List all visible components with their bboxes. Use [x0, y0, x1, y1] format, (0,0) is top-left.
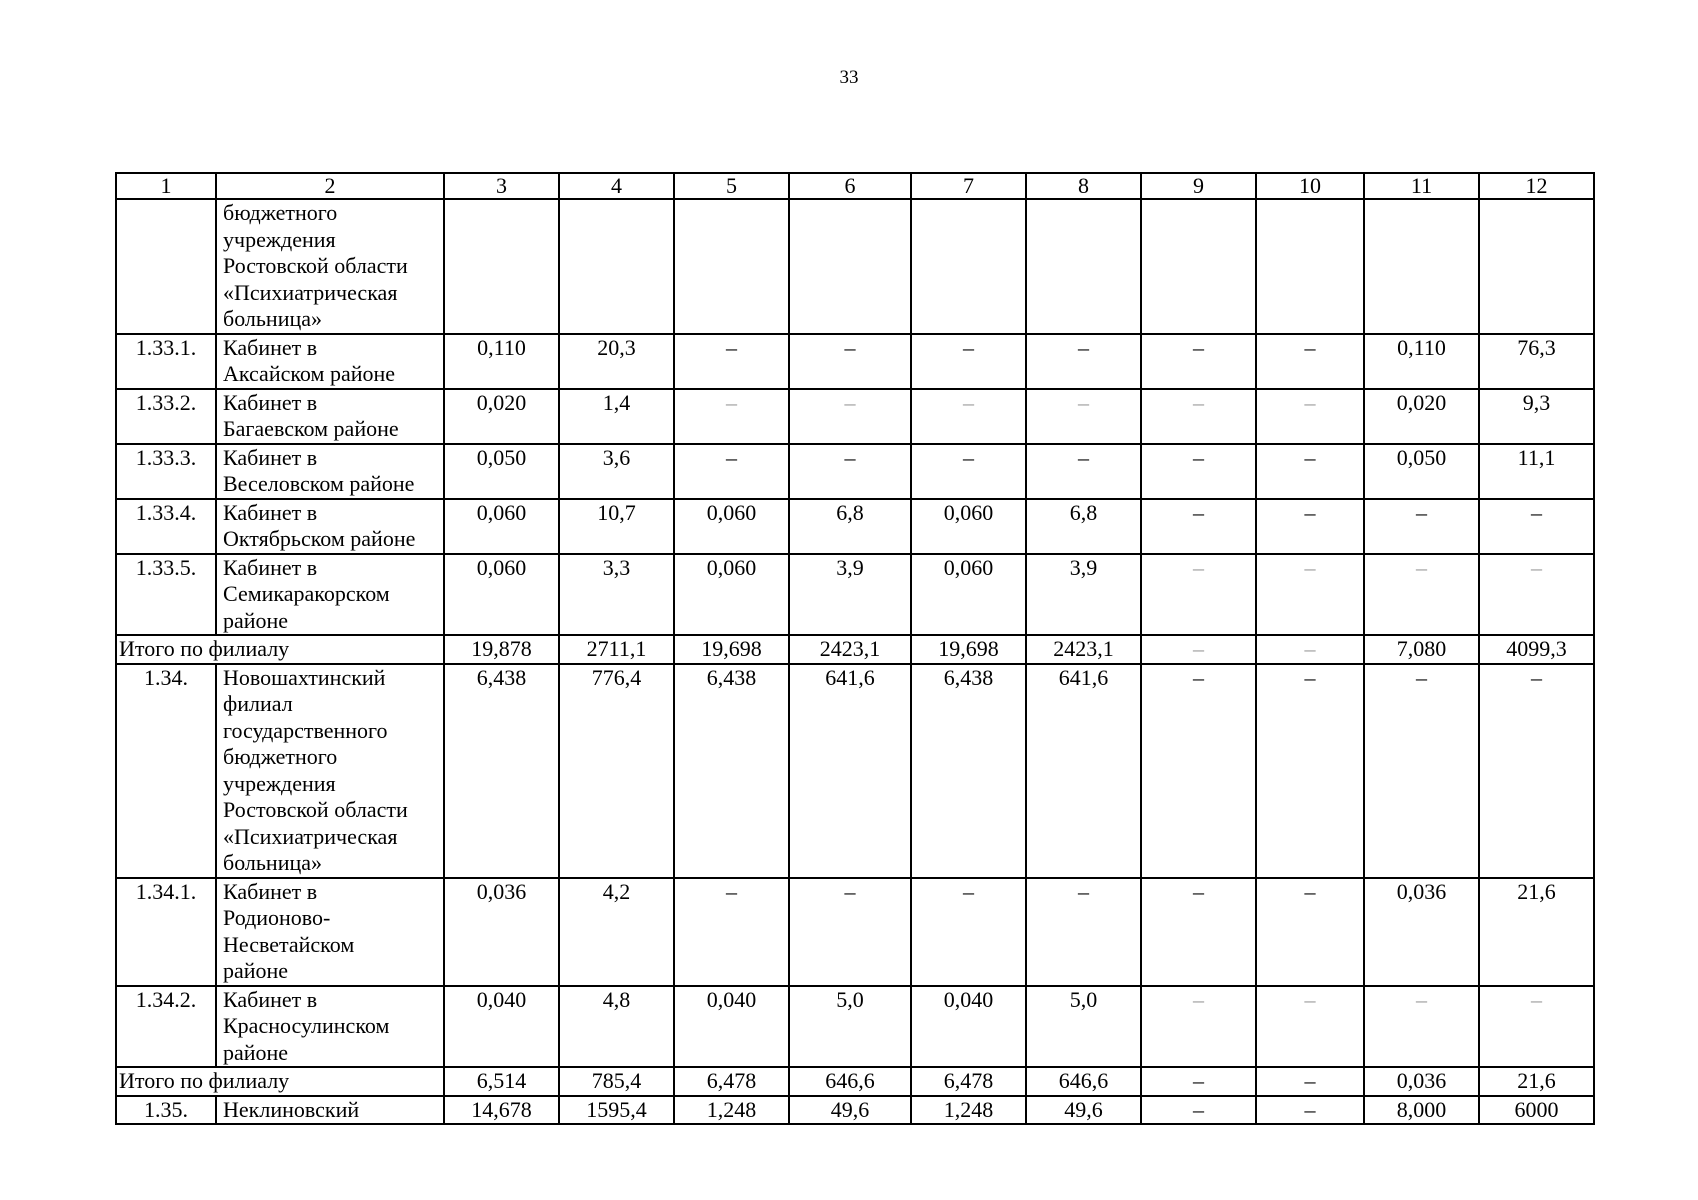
value-cell: 0,036: [1364, 1067, 1479, 1096]
value-cell: 6,478: [674, 1067, 789, 1096]
value-cell: [1141, 199, 1256, 334]
value-cell: –: [1256, 334, 1364, 389]
value-cell: 5,0: [789, 986, 911, 1068]
value-cell: –: [911, 444, 1026, 499]
value-cell: 6,438: [444, 664, 559, 878]
row-name-line: Кабинет в: [223, 334, 318, 360]
value-cell: 4099,3: [1479, 635, 1594, 664]
row-number: 1.33.5.: [116, 554, 216, 636]
value-cell: –: [1256, 664, 1364, 878]
value-cell: [1364, 199, 1479, 334]
value-cell: –: [1026, 334, 1141, 389]
column-header: 12: [1479, 173, 1594, 199]
row-name-line: государственного: [223, 717, 388, 743]
value-cell: –: [789, 878, 911, 986]
row-number: 1.34.2.: [116, 986, 216, 1068]
value-cell: –: [911, 334, 1026, 389]
value-cell: –: [1364, 986, 1479, 1068]
row-name: [216, 199, 444, 334]
value-cell: 6000: [1479, 1096, 1594, 1125]
column-header: 5: [674, 173, 789, 199]
row-name-line: Октябрьском районе: [223, 526, 416, 551]
value-cell: –: [1256, 986, 1364, 1068]
value-cell: 1,248: [911, 1096, 1026, 1125]
value-cell: –: [1256, 499, 1364, 554]
value-cell: 11,1: [1479, 444, 1594, 499]
value-cell: 0,060: [444, 499, 559, 554]
row-name: [216, 389, 444, 444]
value-cell: –: [1479, 664, 1594, 878]
value-cell: 0,110: [1364, 334, 1479, 389]
value-cell: 0,110: [444, 334, 559, 389]
value-cell: 6,478: [911, 1067, 1026, 1096]
row-name-line: Кабинет в: [223, 554, 318, 580]
value-cell: 10,7: [559, 499, 674, 554]
value-cell: 0,040: [911, 986, 1026, 1068]
row-name-line: Веселовском районе: [223, 471, 415, 496]
value-cell: [1026, 199, 1141, 334]
value-cell: –: [1026, 878, 1141, 986]
table-row: [116, 664, 1594, 878]
value-cell: 49,6: [1026, 1096, 1141, 1125]
row-name: [216, 1096, 444, 1125]
value-cell: [444, 199, 559, 334]
row-number: 1.33.4.: [116, 499, 216, 554]
value-cell: –: [1141, 878, 1256, 986]
row-name-line: бюджетного: [223, 200, 338, 225]
row-name: [216, 878, 444, 986]
value-cell: 0,040: [444, 986, 559, 1068]
value-cell: 0,036: [444, 878, 559, 986]
row-number: 1.33.2.: [116, 389, 216, 444]
row-name-line: Кабинет в: [223, 499, 318, 525]
value-cell: –: [1256, 444, 1364, 499]
value-cell: 0,020: [444, 389, 559, 444]
value-cell: 641,6: [1026, 664, 1141, 878]
row-name-line: Новошахтинский: [223, 664, 386, 690]
value-cell: 20,3: [559, 334, 674, 389]
row-name-line: Несветайском: [223, 931, 355, 957]
value-cell: 21,6: [1479, 1067, 1594, 1096]
value-cell: [1479, 199, 1594, 334]
value-cell: –: [674, 878, 789, 986]
column-header: 11: [1364, 173, 1479, 199]
value-cell: –: [1141, 444, 1256, 499]
value-cell: 6,438: [911, 664, 1026, 878]
value-cell: –: [1141, 1067, 1256, 1096]
total-label: Итого по филиалу: [116, 1067, 444, 1096]
data-table: [115, 172, 1595, 1125]
row-number: 1.33.3.: [116, 444, 216, 499]
value-cell: 19,698: [674, 635, 789, 664]
table-row: [116, 878, 1594, 986]
row-name-line: Кабинет в: [223, 389, 318, 415]
table-row: [116, 1096, 1594, 1125]
value-cell: –: [911, 878, 1026, 986]
value-cell: –: [1479, 554, 1594, 636]
table-row: [116, 554, 1594, 636]
value-cell: –: [1256, 1096, 1364, 1125]
row-name-line: «Психиатрическая: [223, 279, 398, 305]
value-cell: –: [1026, 389, 1141, 444]
row-name-line: филиал: [223, 691, 293, 716]
value-cell: 0,040: [674, 986, 789, 1068]
value-cell: 3,6: [559, 444, 674, 499]
value-cell: 0,060: [674, 499, 789, 554]
value-cell: –: [1479, 986, 1594, 1068]
table-row: [116, 334, 1594, 389]
total-row: [116, 1067, 1594, 1096]
value-cell: –: [1256, 389, 1364, 444]
row-name-line: Неклиновский: [223, 1096, 360, 1122]
column-header: 8: [1026, 173, 1141, 199]
value-cell: 1,248: [674, 1096, 789, 1125]
table-row: [116, 199, 1594, 334]
value-cell: [559, 199, 674, 334]
value-cell: 6,8: [1026, 499, 1141, 554]
row-name-line: Багаевском районе: [223, 416, 399, 441]
column-header: 2: [216, 173, 444, 199]
value-cell: 2711,1: [559, 635, 674, 664]
column-header: 7: [911, 173, 1026, 199]
value-cell: –: [1141, 635, 1256, 664]
table-row: [116, 499, 1594, 554]
row-name-line: районе: [223, 607, 289, 633]
row-name-line: Красносулинском: [223, 1013, 390, 1038]
value-cell: 8,000: [1364, 1096, 1479, 1125]
value-cell: 0,036: [1364, 878, 1479, 986]
value-cell: –: [1141, 664, 1256, 878]
value-cell: 3,9: [1026, 554, 1141, 636]
row-name-line: районе: [223, 1039, 289, 1065]
value-cell: 6,514: [444, 1067, 559, 1096]
value-cell: 14,678: [444, 1096, 559, 1125]
row-name-line: Аксайском районе: [223, 361, 396, 386]
value-cell: 19,878: [444, 635, 559, 664]
table-row: [116, 444, 1594, 499]
row-name-line: Родионово-: [223, 905, 331, 930]
row-name-line: районе: [223, 958, 289, 983]
value-cell: 6,438: [674, 664, 789, 878]
value-cell: –: [1256, 1067, 1364, 1096]
row-name-line: больница»: [223, 306, 322, 331]
value-cell: 1595,4: [559, 1096, 674, 1125]
column-header: 10: [1256, 173, 1364, 199]
column-header: 1: [116, 173, 216, 199]
value-cell: 4,2: [559, 878, 674, 986]
value-cell: –: [674, 389, 789, 444]
value-cell: 6,8: [789, 499, 911, 554]
value-cell: 7,080: [1364, 635, 1479, 664]
value-cell: [1256, 199, 1364, 334]
value-cell: 785,4: [559, 1067, 674, 1096]
value-cell: 641,6: [789, 664, 911, 878]
row-name: [216, 986, 444, 1068]
value-cell: 3,3: [559, 554, 674, 636]
value-cell: –: [1364, 554, 1479, 636]
value-cell: –: [1141, 389, 1256, 444]
value-cell: –: [1026, 444, 1141, 499]
value-cell: –: [1141, 334, 1256, 389]
value-cell: 0,060: [444, 554, 559, 636]
value-cell: –: [789, 444, 911, 499]
row-name-line: «Психиатрическая: [223, 823, 398, 849]
value-cell: 5,0: [1026, 986, 1141, 1068]
value-cell: –: [1141, 986, 1256, 1068]
table-row: [116, 986, 1594, 1068]
value-cell: 0,020: [1364, 389, 1479, 444]
value-cell: [911, 199, 1026, 334]
row-name: [216, 444, 444, 499]
value-cell: 4,8: [559, 986, 674, 1068]
row-number: 1.33.1.: [116, 334, 216, 389]
row-name: [216, 499, 444, 554]
table-row: [116, 389, 1594, 444]
value-cell: –: [1364, 499, 1479, 554]
column-header: 4: [559, 173, 674, 199]
value-cell: –: [1141, 554, 1256, 636]
row-number: 1.34.: [116, 664, 216, 878]
value-cell: 0,060: [674, 554, 789, 636]
value-cell: 0,060: [911, 499, 1026, 554]
row-name-line: учреждения: [223, 226, 336, 252]
value-cell: –: [789, 389, 911, 444]
row-name-line: Кабинет в: [223, 878, 318, 904]
column-header: 3: [444, 173, 559, 199]
value-cell: 76,3: [1479, 334, 1594, 389]
value-cell: 2423,1: [789, 635, 911, 664]
row-name-line: Ростовской области: [223, 253, 408, 278]
value-cell: 49,6: [789, 1096, 911, 1125]
value-cell: 646,6: [789, 1067, 911, 1096]
page-number: 33: [839, 67, 859, 88]
row-name: [216, 554, 444, 636]
value-cell: 776,4: [559, 664, 674, 878]
row-name-line: больница»: [223, 850, 322, 875]
row-name-line: Кабинет в: [223, 986, 318, 1012]
value-cell: –: [911, 389, 1026, 444]
value-cell: 3,9: [789, 554, 911, 636]
value-cell: 1,4: [559, 389, 674, 444]
row-number: 1.35.: [116, 1096, 216, 1125]
value-cell: –: [1479, 499, 1594, 554]
value-cell: –: [674, 334, 789, 389]
row-name-line: Ростовской области: [223, 797, 408, 822]
row-name: [216, 664, 444, 878]
value-cell: –: [1141, 499, 1256, 554]
value-cell: [789, 199, 911, 334]
column-header: 9: [1141, 173, 1256, 199]
value-cell: 0,050: [444, 444, 559, 499]
column-header: 6: [789, 173, 911, 199]
row-name-line: учреждения: [223, 770, 336, 796]
row-name: [216, 334, 444, 389]
row-name-line: Семикаракорском: [223, 581, 390, 606]
value-cell: 646,6: [1026, 1067, 1141, 1096]
total-label: Итого по филиалу: [116, 635, 444, 664]
value-cell: –: [674, 444, 789, 499]
value-cell: –: [1141, 1096, 1256, 1125]
value-cell: 19,698: [911, 635, 1026, 664]
value-cell: –: [1256, 635, 1364, 664]
value-cell: –: [1256, 878, 1364, 986]
value-cell: [674, 199, 789, 334]
value-cell: 0,060: [911, 554, 1026, 636]
row-name-line: бюджетного: [223, 744, 338, 769]
value-cell: 9,3: [1479, 389, 1594, 444]
value-cell: –: [1256, 554, 1364, 636]
value-cell: 0,050: [1364, 444, 1479, 499]
table-header-row: [116, 173, 1594, 199]
value-cell: 2423,1: [1026, 635, 1141, 664]
row-number: [116, 199, 216, 334]
row-name-line: Кабинет в: [223, 444, 318, 470]
value-cell: –: [789, 334, 911, 389]
value-cell: –: [1364, 664, 1479, 878]
value-cell: 21,6: [1479, 878, 1594, 986]
total-row: [116, 635, 1594, 664]
row-number: 1.34.1.: [116, 878, 216, 986]
